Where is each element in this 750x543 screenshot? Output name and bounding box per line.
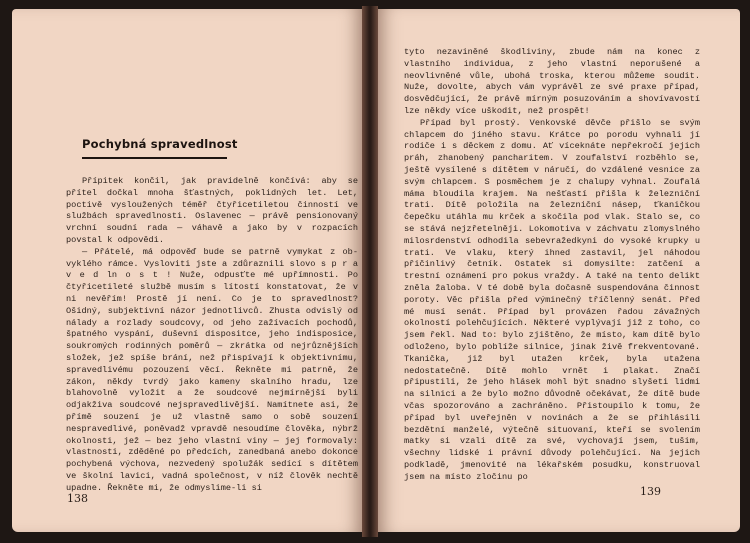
chapter-title: Pochybná spravedlnost [82, 137, 238, 151]
title-underline [82, 157, 227, 159]
book-gutter [362, 6, 378, 537]
page-number: 139 [640, 485, 661, 498]
left-page [12, 9, 362, 532]
paragraph: tyto nezaviněné škodliviny, zbude nám na konec z vlastního individua, z jeho vlastní neporušené a neovlivněné vůle, ubohá troska, kterou můžeme soudit. Nuže, dovolte, abych vám vyprávěl ze své praxe případ, dosvědčující, že právě mírným posuzováním a shovívavostí lze někdy více uškodit, než prospět! [404, 47, 700, 116]
paragraph: Přípitek končil, jak pravidelně končívá: aby se přítel dočkal mnoha šťastných, poklidných let. Let, poctivě vysloužených téměř čtyřicetiletou činností ve službách spravedlnosti. Oslavenec — právě pensionovaný vrchní soudní rada — váhavě a jako by v rozpacích povstal k odpovědi. [66, 176, 358, 245]
paragraph: — Přátelé, má odpověď bude se patrně vymykat z obvyklého rámce. Vysloviti jste a zdůraznili slovo s p r a v e d ln o s t ! Nuže, odpusťte mé upřímnosti. Po čtyřicetileté službě musím s lítostí konstatovat, že v ni nevěřím! Prostě jí není. Co je to spravedlnost? Ošidný, subjektivní názor jednotlivců. Zhusta odvislý od nálady a rozlady soudcovy, od jeho zažívacích pochodů, špatného vyspání, duševní dispositce, jeho indisposice, soukromých rodinných poměrů — zkrátka od nejrůznějších složek, jež spíše brání, než přispívají k objektivnímu, spravedlivému pozouzení věcí. Řekněte mi patrně, že zákon, někdy tvrdý jako kameny skalního hradu, lze blahovolně vyložit a že soudcové nejmírnější byli odjakživa soudcové nejspravedlivější. Namítnete asi, že přímě souzení je už vlastně samo o sobě souzení nespravedlivé, poněvadž vpravdě nesoudíme člověka, nýbrž okolnosti, jež — bez jeho vlastní viny — jej formovaly: vlastnosti, zděděné po předcích, zanedbaná anebo dokonce pochybená výchova, nezvedený spolužák sedící s dítětem ve školní lavici, vadná společnost, v níž člověk nechtě upadne. Řekněte mi, že odmyslime-li si [66, 246, 358, 493]
right-page-text [404, 47, 700, 483]
paragraph: Případ byl prostý. Venkovské děvče přišlo se svým chlapcem do jiného stavu. Krátce po porodu vyhnali jí rodiče i s děckem z domu. Ať víceknáte nepřekročí jejich práh, zhanobený pancharitem. V zoufalství rozběhlo se, ještě vysílené s dítětem v náručí, do vzdálené vesnice za svým chlapcem. S posměchem je z chalupy vyhnal. Zoufalá máma bloudila krajem. Na nešťastí přišla k železniční trati. Dítě položila na železniční násep, ťkaničkou čepečku utáhla mu krček a skočila pod vlak. Stalo se, co se stává nejzřetelněji. Lokomotiva v záchvatu zlomyslného milosrdenství odhodila sebevražedkyni do vysoké krupky u trati. Ve vlaku, který ihned zastavil, jel náhodou přičinlivý četník. Ostatek si domysilte: zatčení a trestní oznámení pro pokus vraždy. A také na tento delikt zněla žaloba. V té době byla dočasně suspendována činnost poroty. Věc přišla před výminečný tříčlenný senát. Před mé musí senát. Případ byl provázen řadou závažných okolností polehčujících. Některé vyplývají již z toho, co jsem řekl. Nad to: bylo zjištěno, že místo, kam dítě bylo odloženo, bylo poblíže silnice, jinak živě frekventované. Tkanička, již byl utažen krček, byla utažena nedostatečně. Dítě mohlo vrnět i plakat. Značí připustili, že jeho hlásek mohl být snadno slyšeti lidmi na silnici a že bylo možno důvodně očekávat, že dítě bude včas spozorováno a zachráněno. Přistoupilo k tomu, že případ byl uveřejněn v novinách a že se přihlásili bezdětní manželé, výtečně situovaní, kteří se svolením matky si vzali dítě za své, vychovají jsem, tušim, všechny lidské i právní důvody polehčující. Na jejich podkladě, jmenovité na lékařském posudku, konstruoval jsem na místo zločinu po [404, 117, 700, 482]
left-page-text [66, 176, 358, 495]
page-number: 138 [67, 492, 88, 505]
right-page [378, 9, 740, 532]
